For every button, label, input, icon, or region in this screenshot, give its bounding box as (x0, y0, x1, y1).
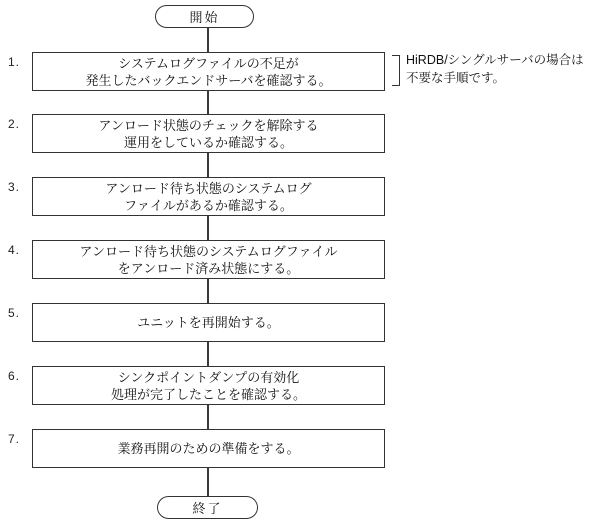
step-6-line-2: 処理が完了したことを確認する。 (110, 386, 306, 402)
step-6-line-1: シンクポイントダンプの有効化 (117, 369, 300, 385)
connector-step5-to-step6 (207, 342, 209, 366)
step-1-line-1: システムログファイルの不足が (118, 55, 299, 71)
step-box-7 (32, 429, 385, 468)
connector-start-to-step1 (207, 28, 209, 52)
connector-step3-to-step4 (207, 216, 209, 240)
step-number-3: 3. (8, 180, 21, 194)
step-box-1 (32, 52, 385, 91)
annotation-line-1: HiRDB/シングルサーバの場合は (406, 53, 584, 67)
step-4-line-1: アンロード待ち状態のシステムログファイル (79, 243, 338, 259)
step-3-line-2: ファイルがあるか確認する。 (124, 197, 293, 213)
connector-step4-to-step5 (207, 279, 209, 303)
step-7-line-1: 業務再開のための準備をする。 (117, 441, 300, 456)
step-number-5: 5. (8, 306, 21, 320)
connector-step7-to-end (207, 468, 209, 496)
step-number-7: 7. (8, 432, 21, 446)
connector-step1-to-step2 (207, 91, 209, 114)
step-1-line-2: 発生したバックエンドサーバを確認する。 (85, 72, 332, 88)
step-box-2 (32, 114, 385, 153)
step-2-line-2: 運用をしているか確認する。 (123, 134, 293, 150)
step-box-3 (32, 177, 385, 216)
step-4-line-2: をアンロード済み状態にする。 (117, 260, 300, 276)
step-3-line-1: アンロード待ち状態のシステムログ (105, 180, 312, 196)
step-number-1: 1. (8, 55, 21, 69)
step-number-6: 6. (8, 369, 21, 383)
connector-step2-to-step3 (207, 153, 209, 177)
annotation-note (406, 51, 584, 87)
start-label: 開始 (189, 10, 220, 25)
end-terminal (157, 496, 258, 519)
step-number-4: 4. (8, 243, 21, 257)
connector-step6-to-step7 (207, 405, 209, 429)
annotation-line-2: 不要な手順です。 (406, 71, 506, 85)
step-5-line-1: ユニットを再開始する。 (137, 315, 280, 330)
step-box-5 (32, 303, 385, 342)
step-number-2: 2. (8, 117, 21, 131)
annotation-bracket (392, 55, 400, 86)
step-box-4 (32, 240, 385, 279)
step-2-line-1: アンロード状態のチェックを解除する (98, 117, 319, 133)
start-terminal (155, 5, 254, 28)
step-box-6 (32, 366, 385, 405)
end-label: 終了 (192, 501, 223, 516)
